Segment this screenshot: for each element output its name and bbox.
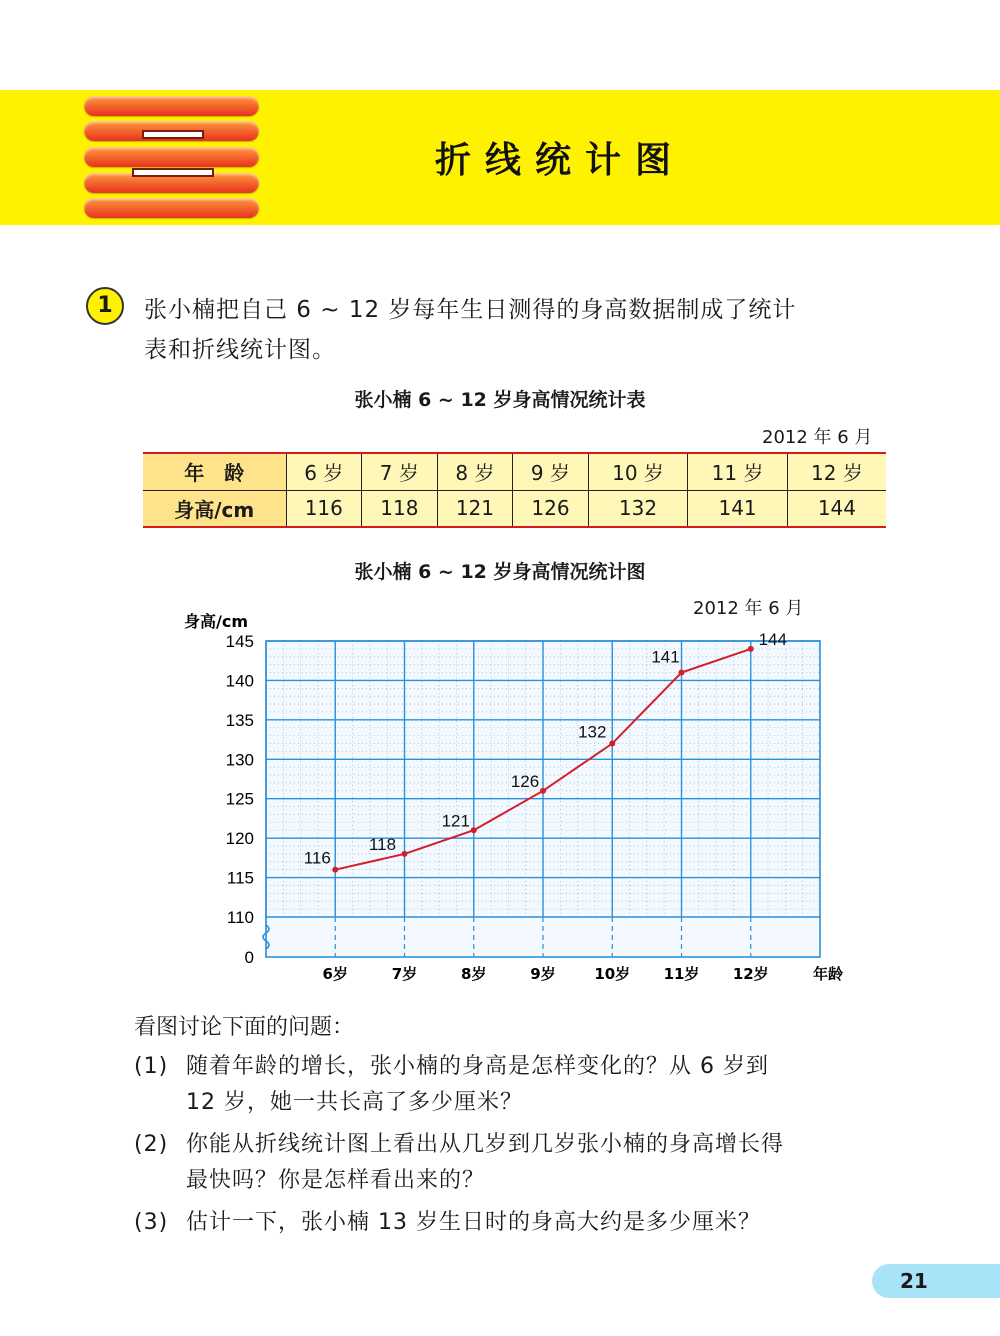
data-point xyxy=(609,741,615,747)
table-cell: 121 xyxy=(437,490,513,527)
data-label: 144 xyxy=(758,629,787,649)
x-tick-label: 6岁 xyxy=(322,965,348,983)
table-cell: 11 岁 xyxy=(688,453,788,490)
section-title: 折线统计图 xyxy=(434,140,685,181)
question-line2: 12 岁，她一共长高了多少厘米？ xyxy=(186,1090,523,1115)
row-header-height: 身高/cm xyxy=(143,490,286,527)
y-tick-label: 130 xyxy=(225,750,254,770)
question-1 xyxy=(134,1049,904,1121)
height-statistics-table xyxy=(143,452,886,528)
x-tick-label: 12岁 xyxy=(732,965,769,983)
page-number: 21 xyxy=(872,1264,1000,1298)
data-point xyxy=(540,788,546,794)
table-cell: 9 岁 xyxy=(513,453,589,490)
table-cell: 7 岁 xyxy=(362,453,438,490)
table-cell: 116 xyxy=(286,490,362,527)
data-point xyxy=(748,646,754,652)
y-tick-label: 120 xyxy=(225,829,254,849)
chart-date: 2012 年 6 月 xyxy=(693,598,804,619)
table-cell: 10 岁 xyxy=(588,453,688,490)
data-point xyxy=(471,827,477,833)
data-point xyxy=(402,851,408,857)
x-tick-label: 9岁 xyxy=(530,965,556,983)
problem-text-line1: 张小楠把自己 6 ~ 12 岁每年生日测得的身高数据制成了统计 xyxy=(144,297,797,323)
table-date: 2012 年 6 月 xyxy=(762,427,873,448)
data-point xyxy=(679,670,685,676)
problem-text xyxy=(144,290,904,370)
row-header-age: 年 龄 xyxy=(143,453,286,490)
x-tick-label: 11岁 xyxy=(663,965,700,983)
y-axis-label: 身高/cm xyxy=(183,612,249,631)
height-line-chart xyxy=(0,600,1000,1000)
y-tick-label: 125 xyxy=(225,789,254,809)
table-cell: 118 xyxy=(362,490,438,527)
data-label: 118 xyxy=(368,834,397,854)
problem-text-line2: 表和折线统计图。 xyxy=(144,337,336,363)
table-cell: 8 岁 xyxy=(437,453,513,490)
question-line2: 最快吗？你是怎样看出来的？ xyxy=(186,1168,486,1193)
table-cell: 141 xyxy=(688,490,788,527)
data-label: 132 xyxy=(578,722,607,742)
data-point xyxy=(332,867,338,873)
table-cell: 126 xyxy=(513,490,589,527)
y-tick-label: 135 xyxy=(225,710,254,730)
table-cell: 132 xyxy=(588,490,688,527)
data-label: 141 xyxy=(651,647,680,667)
question-3 xyxy=(134,1205,904,1241)
x-axis-label: 年龄 xyxy=(812,965,844,983)
y-tick-label: 0 xyxy=(244,948,254,967)
question-line1: 估计一下，张小楠 13 岁生日时的身高大约是多少厘米？ xyxy=(186,1210,761,1235)
table-cell: 12 岁 xyxy=(787,453,886,490)
question-line1: 随着年龄的增长，张小楠的身高是怎样变化的？从 6 岁到 xyxy=(186,1054,769,1079)
questions-lead: 看图讨论下面的问题： xyxy=(134,1015,355,1040)
question-number: (2) xyxy=(134,1132,169,1157)
table-cell: 144 xyxy=(787,490,886,527)
table-row-height xyxy=(143,490,886,527)
chart-caption: 张小楠 6 ~ 12 岁身高情况统计图 xyxy=(354,561,646,583)
y-tick-label: 110 xyxy=(226,908,254,927)
data-label: 116 xyxy=(303,848,331,868)
data-label: 121 xyxy=(441,811,470,831)
table-cell: 6 岁 xyxy=(286,453,362,490)
table-caption: 张小楠 6 ~ 12 岁身高情况统计表 xyxy=(354,389,646,411)
y-tick-label: 145 xyxy=(225,632,254,651)
y-tick-label: 115 xyxy=(226,868,254,888)
table-row-age xyxy=(143,453,886,490)
question-number: (1) xyxy=(134,1054,169,1079)
question-number: (3) xyxy=(134,1210,169,1235)
question-line1: 你能从折线统计图上看出从几岁到几岁张小楠的身高增长得 xyxy=(186,1132,785,1157)
x-tick-label: 8岁 xyxy=(461,965,487,983)
y-tick-label: 140 xyxy=(225,671,254,691)
x-tick-label: 10岁 xyxy=(594,965,631,983)
x-tick-label: 7岁 xyxy=(391,965,418,983)
data-label: 126 xyxy=(510,771,540,791)
problem-number-badge: 1 xyxy=(86,287,124,325)
question-2 xyxy=(134,1127,904,1199)
unit-two-emblem xyxy=(84,96,259,218)
